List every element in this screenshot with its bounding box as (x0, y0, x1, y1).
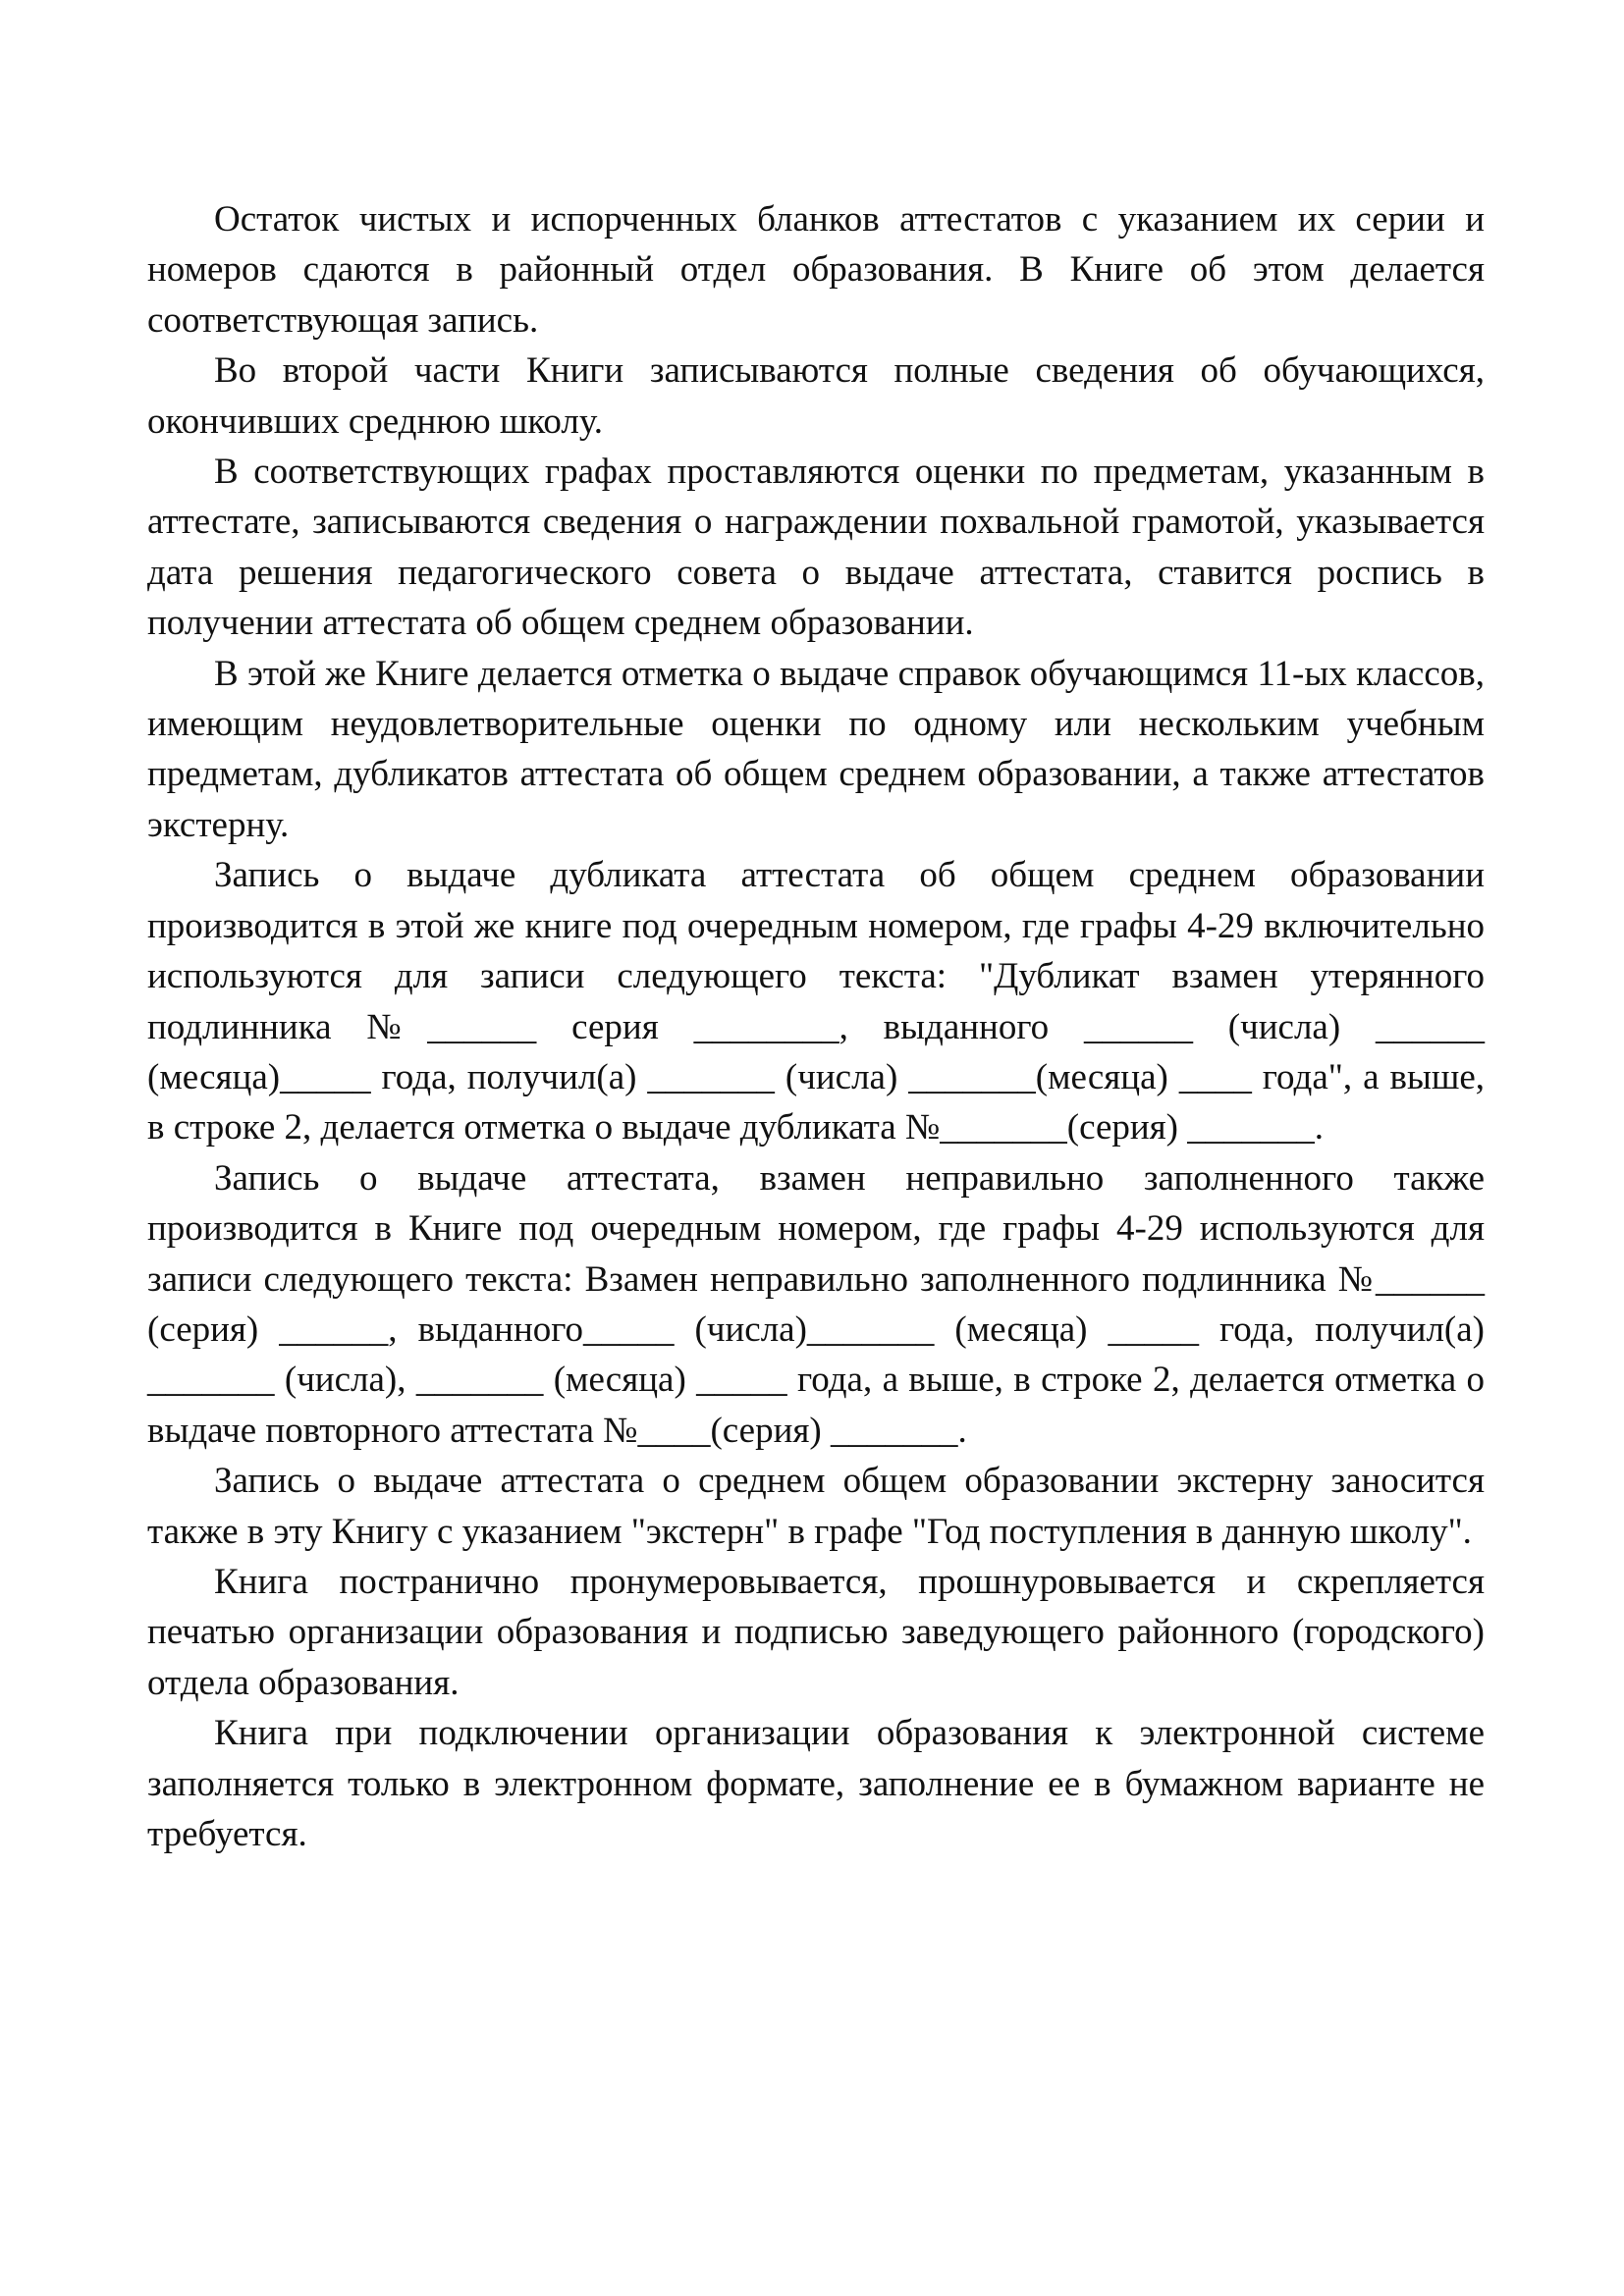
paragraph-book-second-part: Во второй части Книги записываются полные сведения об обучающихся, окончивших среднюю школу. (147, 350, 1485, 442)
paragraph-grades-columns: В соответствующих графах проставляются оценки по предметам, указанным в аттестате, записываются сведения о награждении похвальной грамотой, указывается дата решения педагогического совета о выдаче аттестата, ставится роспись в получении аттестата об общем среднем образовании. (147, 452, 1485, 644)
paragraph-replacement-record: Запись о выдаче аттестата, взамен неправильно заполненного также производится в Книге под очередным номером, где графы 4-29 используются для записи следующего текста: Взамен неправильно заполненного подлинника №______ (серия) ______, выданного_____ (числа)_______ (месяца) _____ года, получил(а) _______ (числа), _______ (месяца) _____ года, а выше, в строке 2, делается отметка о выдаче повторного аттестата №____(серия) _______. (147, 1157, 1485, 1451)
paragraph-book-binding: Книга постранично пронумеровывается, прошнуровывается и скрепляется печатью организации образования и подписью заведующего районного (городского) отдела образования. (147, 1561, 1485, 1703)
paragraph-blank-forms-return: Остаток чистых и испорченных бланков аттестатов с указанием их серии и номеров сдаются в районный отдел образования. В Книге об этом делается соответствующая запись. (147, 199, 1485, 341)
paragraph-duplicate-record: Запись о выдаче дубликата аттестата об общем среднем образовании производится в этой же книге под очередным номером, где графы 4-29 включительно используются для записи следующего текста: "Дубликат взамен утерянного подлинника №______ серия ________, выданного ______ (числа) ______ (месяца)_____ года, получил(а) _______ (числа) _______(месяца) ____ года", а выше, в строке 2, делается отметка о выдаче дубликата №_______(серия) _______. (147, 855, 1485, 1148)
paragraph-external-student: Запись о выдаче аттестата о среднем общем образовании экстерну заносится также в эту Книгу с указанием "экстерн" в графе "Год поступления в данную школу". (147, 1461, 1485, 1552)
paragraph-certificates-issue-mark: В этой же Книге делается отметка о выдаче справок обучающимся 11-ых классов, имеющим неудовлетворительные оценки по одному или нескольким учебным предметам, дубликатов аттестата об общем среднем образовании, а также аттестатов экстерну. (147, 653, 1485, 845)
paragraph-electronic-format: Книга при подключении организации образования к электронной системе заполняется только в электронном формате, заполнение ее в бумажном варианте не требуется. (147, 1713, 1485, 1854)
document-page (147, 194, 1485, 1859)
